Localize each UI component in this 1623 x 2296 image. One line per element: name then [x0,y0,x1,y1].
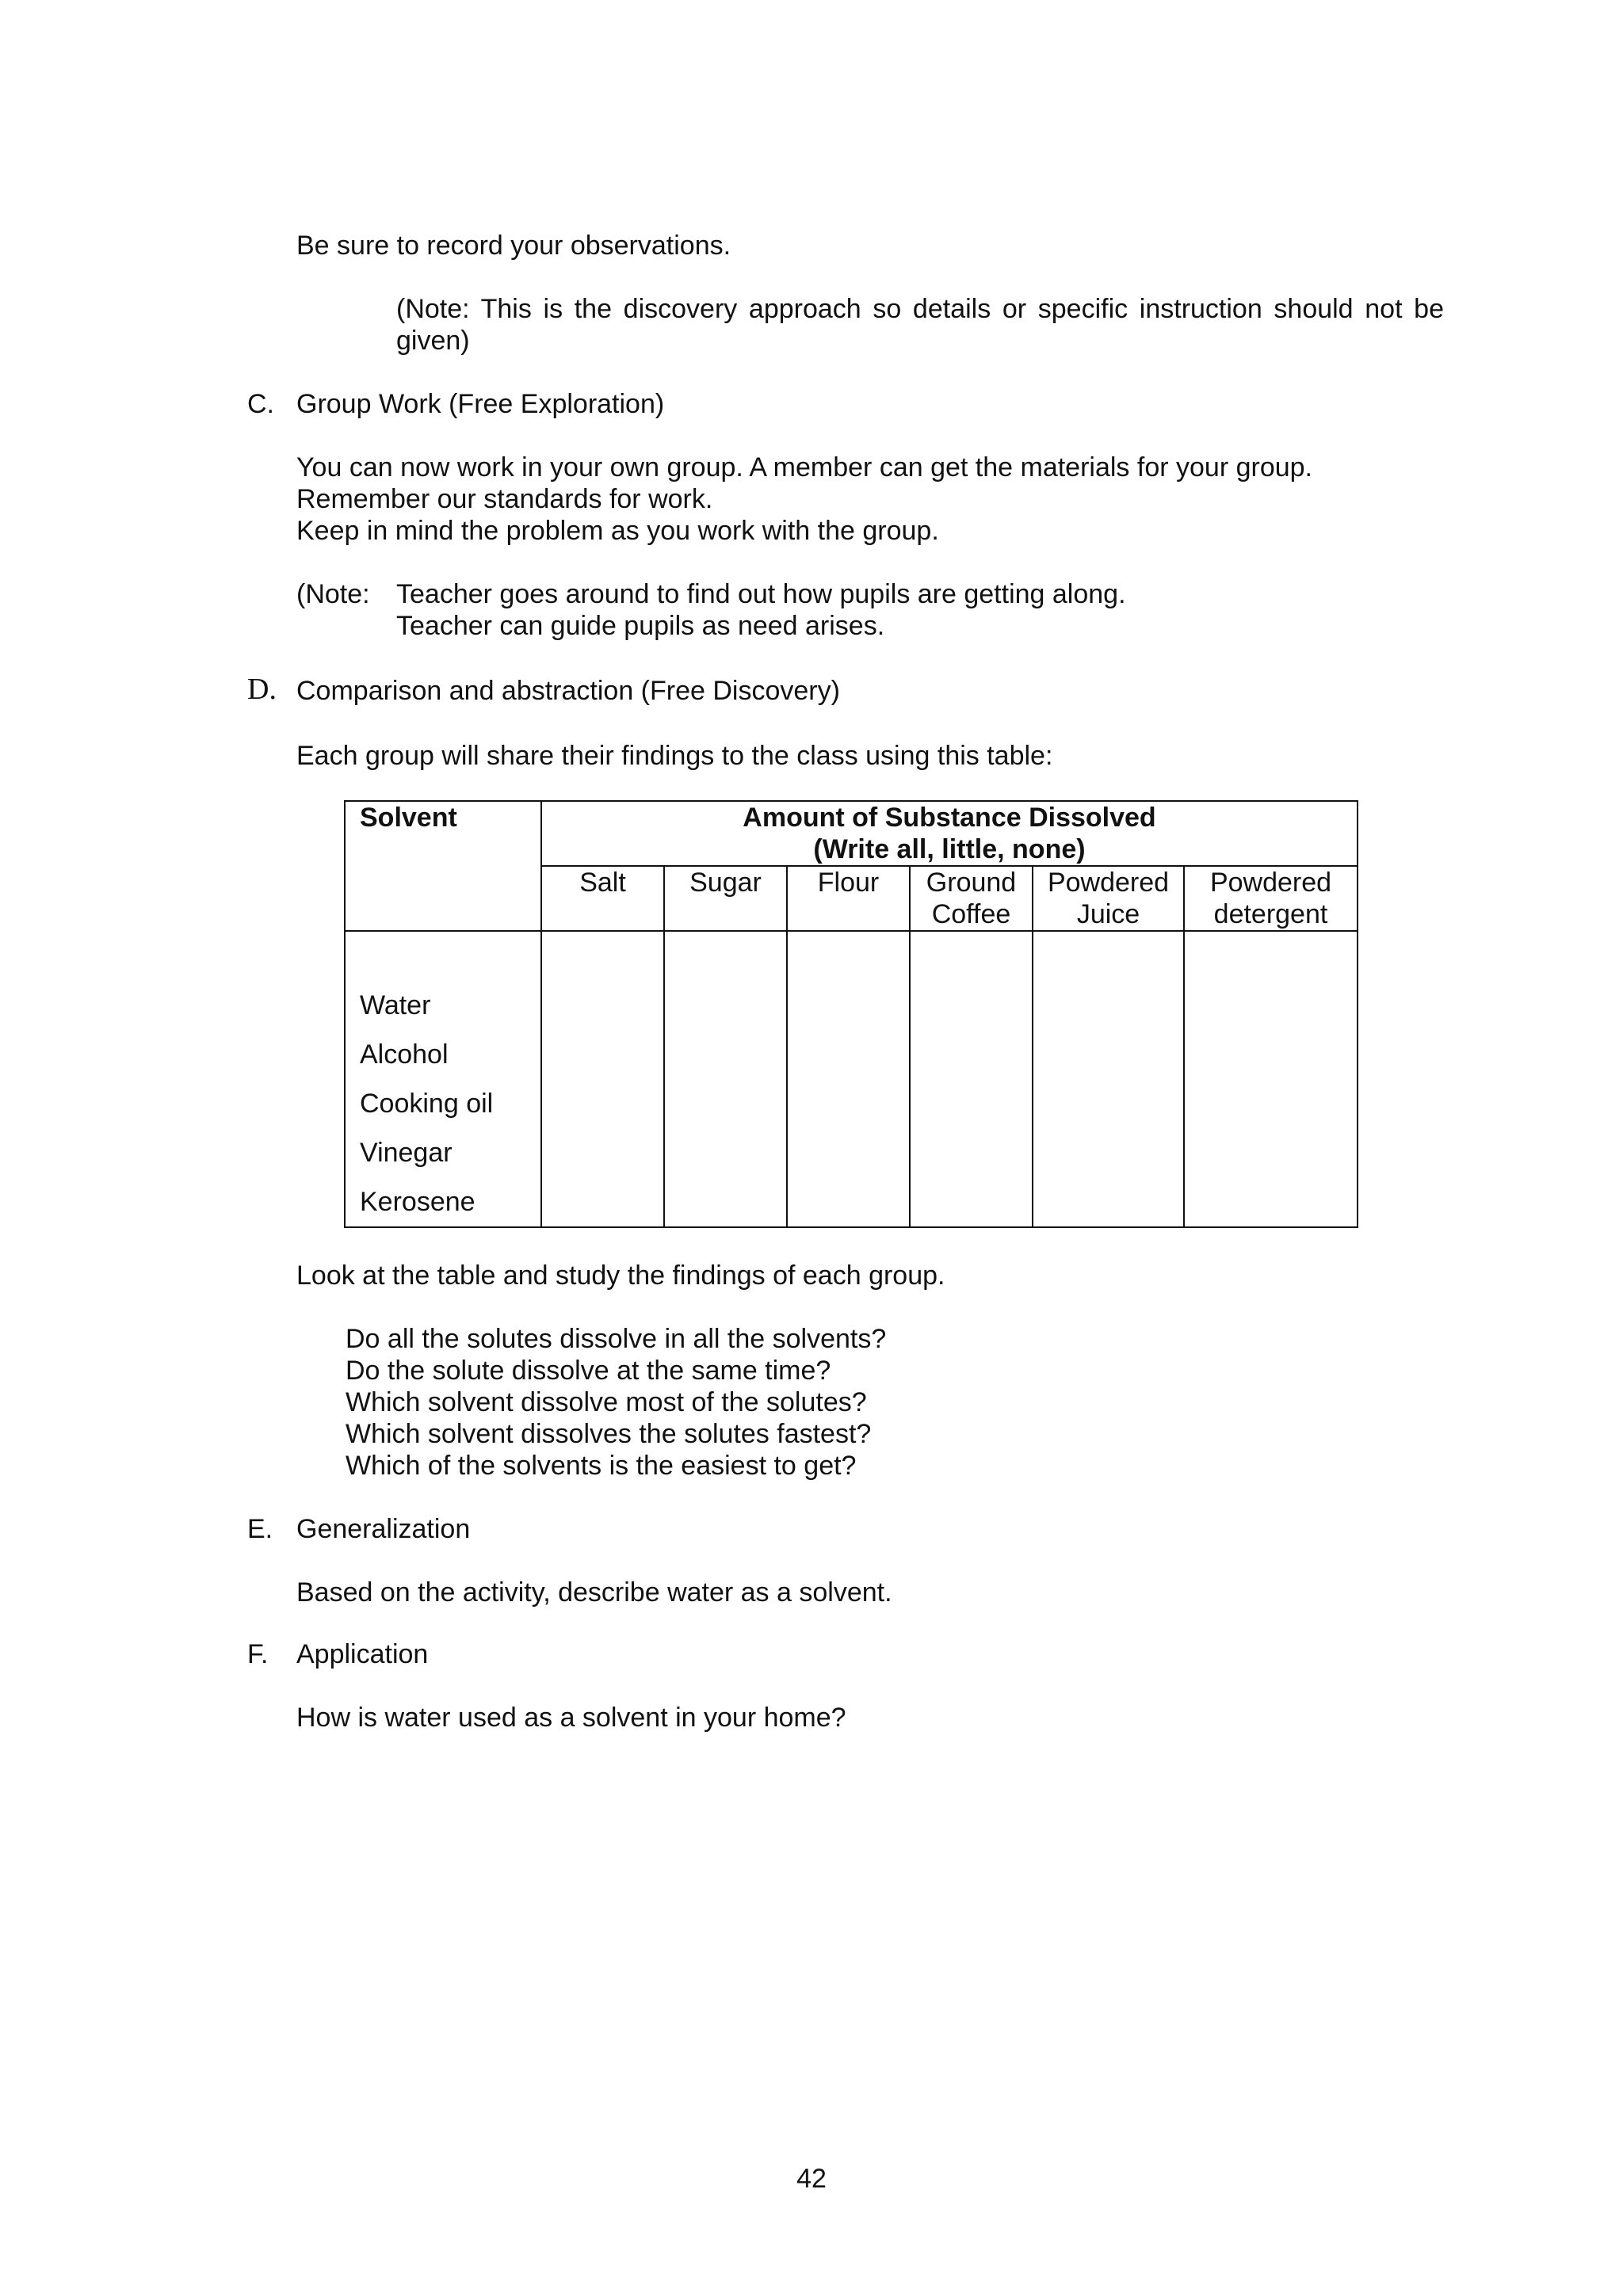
substance-header-flour [787,866,910,931]
table-header-row [345,801,1358,866]
section-e-heading: Generalization [296,1514,471,1544]
page-number: 42 [796,2164,827,2194]
empty-cell-flour[interactable] [787,931,910,1227]
question-5: Which of the solvents is the easiest to get? [346,1451,857,1481]
substance-label-line-2: Juice [1076,899,1140,929]
substance-label: Salt [579,868,626,898]
section-c-line-3: Keep in mind the problem as you work with the group. [296,516,939,546]
section-c-note-line-1: Teacher goes around to find out how pupils are getting along. [396,579,1126,609]
empty-cell-powdered-juice[interactable] [1033,931,1184,1227]
section-c-line-1: You can now work in your own group. A member can get the materials for your group. [296,452,1312,482]
substance-header-sugar [664,866,787,931]
section-e-marker: E. [247,1514,273,1544]
after-table-text: Look at the table and study the findings of each group. [296,1261,945,1291]
table-body-row [345,931,1358,1227]
empty-cell-sugar[interactable] [664,931,787,1227]
discovery-note-line-1: (Note: This is the discovery approach so details or specific instruction should not be [396,294,1444,324]
empty-cell-powdered-detergent[interactable] [1184,931,1358,1227]
solvent-water: Water [360,990,431,1020]
substance-label: Sugar [689,868,762,898]
substance-header-ground-coffee [910,866,1033,931]
section-f-heading: Application [296,1639,429,1669]
findings-table [344,800,1358,1228]
section-e-text: Based on the activity, describe water as a solvent. [296,1577,892,1608]
section-f-text: How is water used as a solvent in your home? [296,1703,846,1733]
substance-header-powdered-juice [1033,866,1184,931]
substance-label: Ground [926,868,1017,898]
solvent-vinegar: Vinegar [360,1138,453,1168]
section-d-intro: Each group will share their findings to the class using this table: [296,741,1053,771]
solvent-list-spacer [360,932,540,981]
section-f-marker: F. [247,1639,269,1669]
section-c-heading: Group Work (Free Exploration) [296,389,665,419]
substance-label-line-2: Coffee [931,899,1011,929]
intro-text: Be sure to record your observations. [296,231,731,261]
section-c-marker: C. [247,389,274,419]
solvent-kerosene: Kerosene [360,1187,475,1217]
substance-label: Flour [817,868,880,898]
empty-cell-salt[interactable] [541,931,664,1227]
substance-header-salt [541,866,664,931]
substance-label: Powdered [1209,868,1332,898]
amount-dissolved-hint: (Write all, little, none) [813,834,1086,864]
solvent-header: Solvent [345,801,541,931]
section-d-marker: D. [247,673,277,706]
section-c-note-label: (Note: [296,579,370,609]
substance-label: Powdered [1047,868,1170,898]
section-c-line-2: Remember our standards for work. [296,484,713,514]
question-2: Do the solute dissolve at the same time? [346,1356,831,1386]
substance-header-powdered-detergent [1184,866,1358,931]
question-1: Do all the solutes dissolve in all the solvents? [346,1324,887,1354]
solvent-alcohol: Alcohol [360,1039,449,1070]
solvent-cooking-oil: Cooking oil [360,1089,494,1119]
section-c-note-line-2: Teacher can guide pupils as need arises. [396,611,885,641]
amount-dissolved-header [541,801,1358,866]
solvent-list-cell [345,931,541,1227]
substance-label-line-2: detergent [1213,899,1328,929]
discovery-note-line-2: given) [396,326,470,356]
amount-dissolved-title: Amount of Substance Dissolved [743,803,1156,833]
question-3: Which solvent dissolve most of the solutes? [346,1387,867,1417]
section-d-heading: Comparison and abstraction (Free Discovery) [296,676,840,706]
question-4: Which solvent dissolves the solutes fastest? [346,1419,872,1449]
empty-cell-ground-coffee[interactable] [910,931,1033,1227]
